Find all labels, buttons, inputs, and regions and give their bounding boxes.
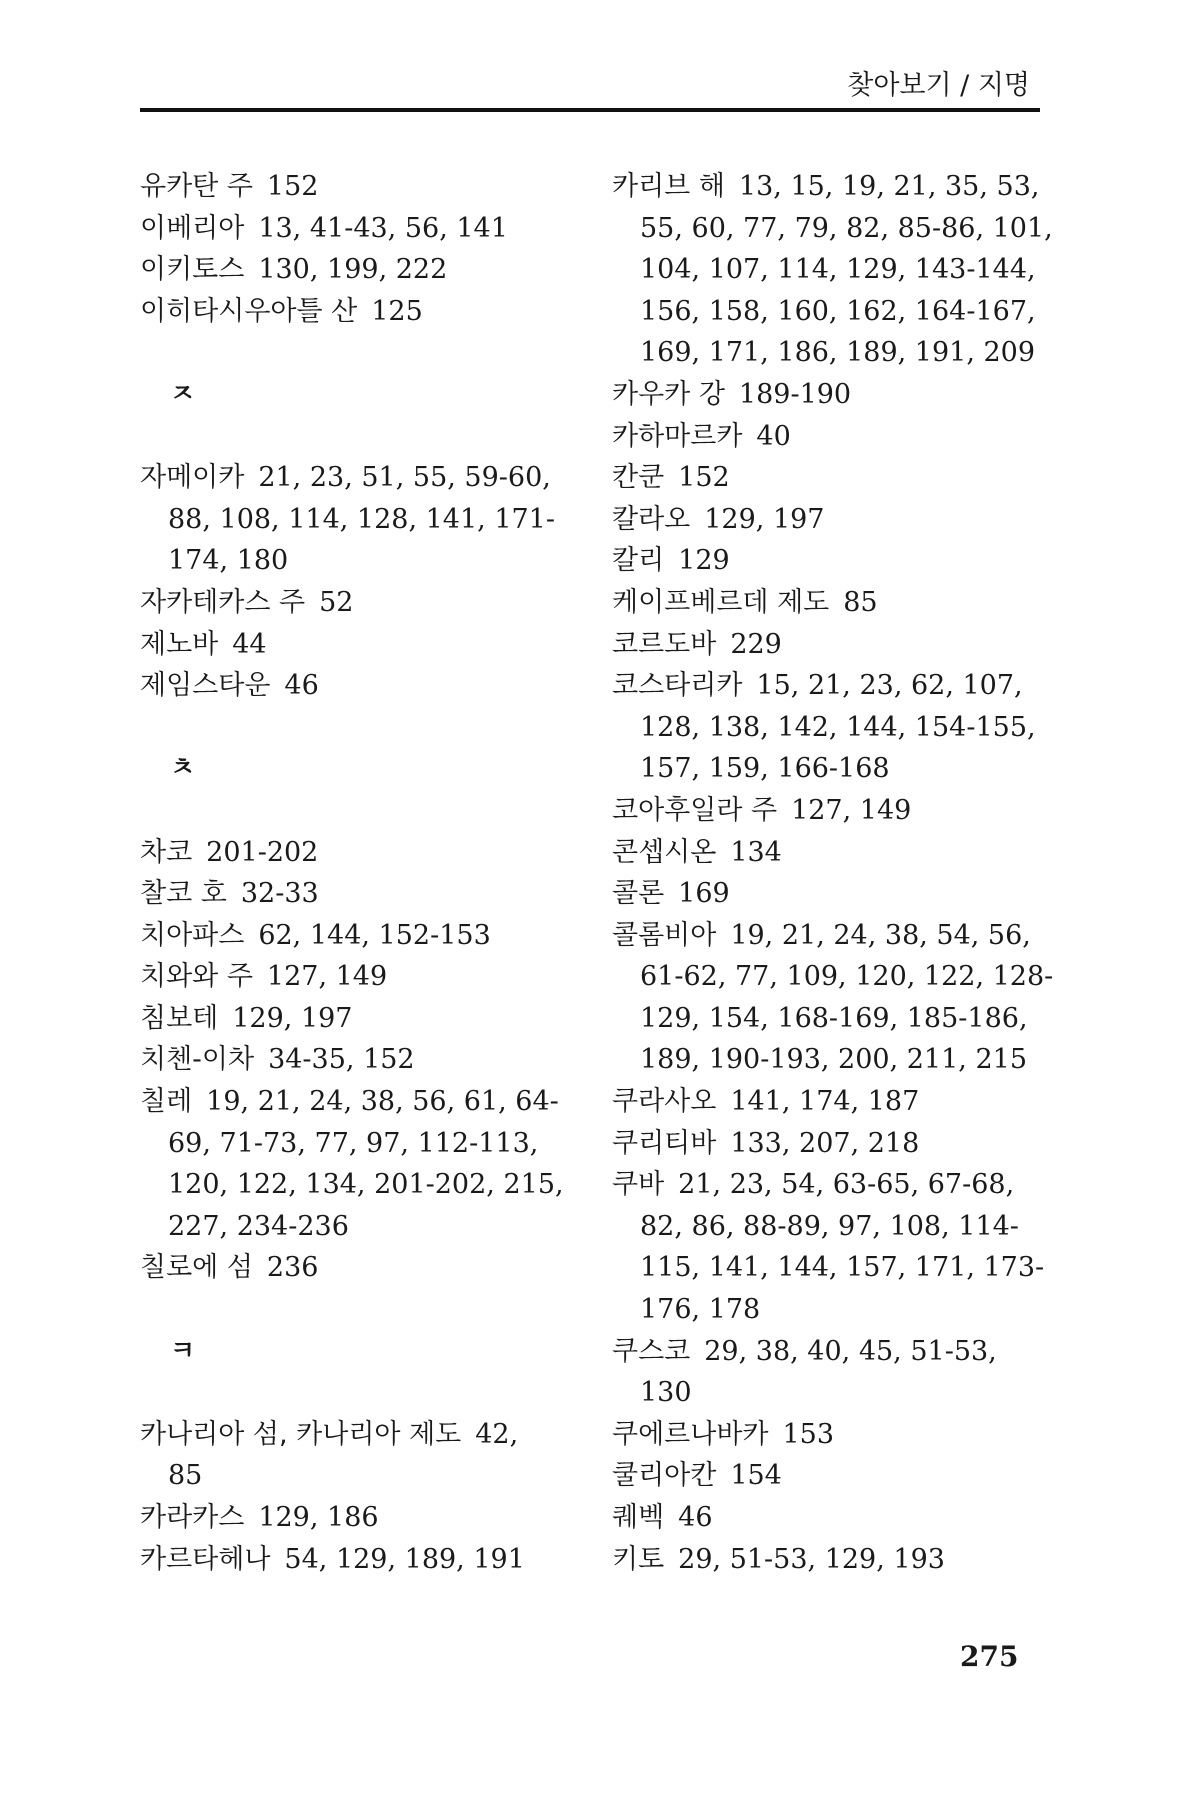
- entry-pages: 32-33: [240, 878, 319, 910]
- entry-continuation: 130: [640, 1377, 692, 1409]
- spacer: [140, 332, 575, 374]
- entry-continuation: 157, 159, 166-168: [640, 753, 890, 785]
- running-header: [140, 66, 1040, 112]
- entry-pages: 133, 207, 218: [730, 1127, 920, 1159]
- index-entry: [612, 457, 1052, 499]
- entry-pages: 21, 23, 54, 63-65, 67-68,: [678, 1169, 1015, 1201]
- entry-term: 칼리: [612, 545, 665, 577]
- entry-term: 카리브 해: [612, 171, 725, 202]
- index-entry: [140, 915, 575, 957]
- entry-term: 자카테카스 주: [140, 586, 306, 618]
- entry-term: 콜론: [612, 878, 665, 910]
- entry-term: 카하마르카: [612, 420, 743, 452]
- entry-term: 키토: [612, 1543, 665, 1575]
- entry-continuation: 227, 234-236: [168, 1210, 349, 1242]
- entry-continuation: 189, 190-193, 200, 211, 215: [640, 1044, 1027, 1076]
- entry-term: 코스타리카: [612, 670, 743, 702]
- index-entry: [612, 790, 1052, 832]
- entry-term: 케이프베르데 제도: [612, 586, 830, 618]
- entry-pages: 201-202: [206, 836, 319, 868]
- entry-term: 코르도바: [612, 628, 717, 660]
- entry-term: 카라카스: [140, 1502, 245, 1533]
- index-entry: [140, 1247, 575, 1289]
- entry-continuation: 169, 171, 186, 189, 191, 209: [640, 337, 1036, 369]
- entry-pages: 129: [678, 545, 730, 577]
- entry-pages: 129, 186: [258, 1502, 379, 1533]
- index-entry: [140, 1539, 575, 1581]
- entry-term: 퀘벡: [612, 1502, 665, 1533]
- index-entry: [612, 166, 1052, 208]
- entry-pages: 40: [756, 420, 791, 452]
- entry-term: 이키토스: [140, 254, 245, 286]
- entry-term: 콘셉시온: [612, 836, 717, 868]
- index-entry: [612, 1123, 1052, 1165]
- entry-term: 찰코 호: [140, 878, 227, 910]
- entry-pages: 62, 144, 152-153: [258, 919, 491, 951]
- index-entry: [612, 1539, 1052, 1581]
- index-entry: [612, 1164, 1052, 1206]
- index-entry: [612, 540, 1052, 582]
- entry-term: 칠로에 섬: [140, 1252, 253, 1284]
- entry-term: 이베리아: [140, 212, 245, 244]
- index-entry: [140, 582, 575, 624]
- section-heading-k: ㅋ: [170, 1335, 196, 1366]
- header-title: 찾아보기 / 지명: [847, 70, 1030, 101]
- entry-pages: 189-190: [738, 378, 852, 410]
- entry-term: 쿠에르나바카: [612, 1418, 769, 1450]
- entry-continuation: 128, 138, 142, 144, 154-155,: [640, 711, 1036, 743]
- entry-pages: 127, 149: [266, 961, 388, 993]
- entry-continuation: 69, 71-73, 77, 97, 112-113,: [168, 1127, 539, 1159]
- page-number: 275: [960, 1640, 1019, 1673]
- entry-continuation: 174, 180: [168, 545, 289, 577]
- index-entry: [140, 1039, 575, 1081]
- index-entry: [612, 416, 1052, 458]
- entry-term: 칼라오: [612, 503, 691, 535]
- entry-pages: 44: [232, 628, 267, 660]
- index-entry: [140, 249, 575, 291]
- entry-pages: 46: [678, 1502, 713, 1533]
- entry-pages: 34-35, 152: [268, 1044, 415, 1076]
- entry-term: 쿠리티바: [612, 1127, 717, 1159]
- spacer: [140, 416, 575, 458]
- entry-pages: 46: [284, 670, 319, 702]
- index-entry: [140, 998, 575, 1040]
- entry-pages: 236: [266, 1252, 319, 1284]
- entry-term: 쿠라사오: [612, 1086, 717, 1118]
- entry-term: 칠레: [140, 1086, 193, 1118]
- entry-term: 쿨리아칸: [612, 1460, 717, 1492]
- entry-pages: 130, 199, 222: [258, 254, 448, 286]
- entry-term: 유카탄 주: [140, 171, 253, 202]
- entry-term: 칸쿤: [612, 462, 665, 494]
- entry-term: 카나리아 섬, 카나리아 제도: [140, 1418, 462, 1450]
- index-entry: [140, 873, 575, 915]
- entry-continuation: 88, 108, 114, 128, 141, 171-: [168, 503, 555, 535]
- spacer: [140, 1372, 575, 1414]
- index-entry: [140, 956, 575, 998]
- index-entry: [612, 832, 1052, 874]
- entry-term: 카우카 강: [612, 378, 725, 410]
- entry-continuation: 55, 60, 77, 79, 82, 85-86, 101,: [640, 212, 1053, 244]
- section-heading-j: ㅈ: [170, 378, 196, 409]
- entry-term: 이히타시우아틀 산: [140, 295, 358, 327]
- index-entry: [140, 1414, 575, 1456]
- entry-pages: 129, 197: [232, 1002, 353, 1034]
- spacer: [140, 790, 575, 832]
- entry-pages: 19, 21, 24, 38, 54, 56,: [730, 919, 1031, 951]
- entry-continuation: 61-62, 77, 109, 120, 122, 128-: [640, 961, 1054, 993]
- entry-term: 쿠스코: [612, 1335, 691, 1367]
- spacer: [140, 1289, 575, 1331]
- entry-pages: 85: [843, 586, 878, 618]
- index-entry: [612, 873, 1052, 915]
- index-entry: [140, 291, 575, 333]
- entry-pages: 13, 15, 19, 21, 35, 53,: [738, 171, 1040, 202]
- index-column-right: [612, 166, 1052, 1580]
- spacer: [140, 707, 575, 749]
- entry-continuation: 82, 86, 88-89, 97, 108, 114-: [640, 1210, 1019, 1242]
- entry-term: 제임스타운: [140, 670, 271, 702]
- index-entry: [140, 624, 575, 666]
- entry-term: 카르타헤나: [140, 1543, 271, 1575]
- index-entry: [612, 1455, 1052, 1497]
- entry-pages: 169: [678, 878, 730, 910]
- entry-pages: 153: [782, 1418, 835, 1450]
- entry-pages: 152: [266, 171, 319, 202]
- entry-term: 치아파스: [140, 919, 245, 951]
- index-entry: [612, 499, 1052, 541]
- index-entry: [612, 1331, 1052, 1373]
- entry-pages: 15, 21, 23, 62, 107,: [756, 670, 1023, 702]
- entry-term: 코아후일라 주: [612, 794, 778, 826]
- entry-continuation: 115, 141, 144, 157, 171, 173-: [640, 1252, 1045, 1284]
- entry-term: 치와와 주: [140, 961, 253, 993]
- index-entry: [140, 457, 575, 499]
- entry-pages: 21, 23, 51, 55, 59-60,: [258, 462, 551, 494]
- index-entry: [612, 915, 1052, 957]
- index-entry: [612, 1497, 1052, 1539]
- entry-pages: 42,: [475, 1418, 519, 1450]
- entry-continuation: 104, 107, 114, 129, 143-144,: [640, 254, 1036, 286]
- entry-pages: 127, 149: [791, 794, 912, 826]
- entry-term: 자메이카: [140, 462, 245, 494]
- entry-pages: 229: [730, 628, 782, 660]
- index-entry: [140, 1081, 575, 1123]
- entry-term: 치첸-이차: [140, 1044, 255, 1076]
- entry-pages: 29, 38, 40, 45, 51-53,: [704, 1335, 997, 1367]
- index-entry: [140, 832, 575, 874]
- entry-pages: 125: [371, 295, 423, 327]
- section-heading-ch: ㅊ: [170, 753, 196, 784]
- entry-pages: 134: [730, 836, 782, 868]
- entry-pages: 141, 174, 187: [730, 1086, 920, 1118]
- entry-continuation: 120, 122, 134, 201-202, 215,: [168, 1169, 564, 1201]
- index-entry: [612, 1414, 1052, 1456]
- index-entry: [612, 665, 1052, 707]
- entry-pages: 129, 197: [704, 503, 825, 535]
- entry-term: 차코: [140, 836, 193, 868]
- entry-pages: 13, 41-43, 56, 141: [258, 212, 508, 244]
- index-entry: [140, 208, 575, 250]
- entry-continuation: 129, 154, 168-169, 185-186,: [640, 1002, 1028, 1034]
- entry-continuation: 176, 178: [640, 1294, 761, 1326]
- entry-term: 제노바: [140, 628, 219, 660]
- entry-pages: 54, 129, 189, 191: [284, 1543, 525, 1575]
- index-entry: [612, 1081, 1052, 1123]
- index-entry: [140, 665, 575, 707]
- entry-pages: 152: [678, 462, 730, 494]
- index-entry: [612, 582, 1052, 624]
- entry-pages: 19, 21, 24, 38, 56, 61, 64-: [206, 1086, 559, 1118]
- index-entry: [612, 374, 1052, 416]
- entry-continuation: 156, 158, 160, 162, 164-167,: [640, 295, 1036, 327]
- entry-continuation: 85: [168, 1460, 203, 1492]
- index-entry: [140, 1497, 575, 1539]
- entry-pages: 154: [730, 1460, 782, 1492]
- index-column-left: [140, 166, 575, 1580]
- index-entry: [140, 166, 575, 208]
- entry-term: 쿠바: [612, 1169, 665, 1201]
- entry-pages: 52: [319, 586, 354, 618]
- index-entry: [612, 624, 1052, 666]
- entry-pages: 29, 51-53, 129, 193: [678, 1543, 945, 1575]
- entry-term: 침보테: [140, 1002, 219, 1034]
- entry-term: 콜롬비아: [612, 919, 717, 951]
